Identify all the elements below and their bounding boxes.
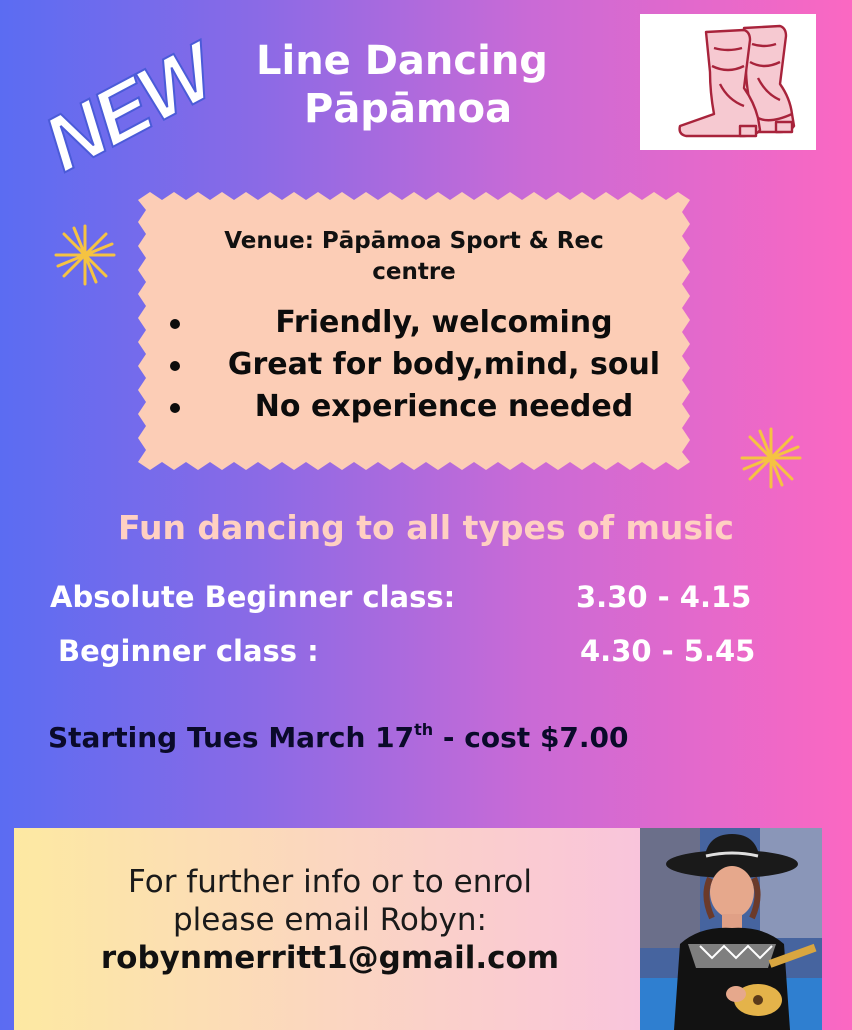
list-item-text: Friendly, welcoming [275,305,613,340]
bullet-icon [170,319,180,329]
title-line-2: Pāpāmoa [304,86,513,132]
tagline: Fun dancing to all types of music [118,508,734,547]
venue-label-line-1: Venue: Pāpāmoa Sport & Rec [224,228,604,254]
date-suffix: th [414,720,434,739]
list-item-text: Great for body,mind, soul [227,347,661,382]
class-row-absolute-beginner [50,580,810,620]
cowboy-boots-icon [640,14,816,150]
contact-line-2: please email Robyn: [172,902,487,938]
class-time: 3.30 - 4.15 [576,580,752,614]
sparkle-icon [738,425,804,491]
start-date: Starting Tues March 17 [48,721,415,754]
list-item [138,386,690,428]
venue-label-line-2: centre [372,259,456,285]
bullet-icon [170,403,180,413]
start-date-cost [48,720,629,754]
new-badge [28,27,233,188]
feature-list [138,302,690,428]
new-badge-text: NEW [30,27,228,188]
title-line-1: Line Dancing [256,38,548,84]
class-row-beginner [58,634,818,674]
cost: - cost $7.00 [433,721,629,754]
cowboy-boots-image [640,14,816,150]
list-item [138,302,690,344]
list-item [138,344,690,386]
list-item-text: No experience needed [254,389,634,424]
contact-panel [14,828,646,1030]
bullet-icon [170,361,180,371]
venue-label [138,226,690,288]
instructor-photo [640,828,822,1030]
contact-email[interactable]: robynmerritt1@gmail.com [100,940,560,976]
class-label: Beginner class : [58,634,319,668]
new-badge-graphic [28,27,233,188]
instructor-photo-graphic [640,828,822,1030]
contact-line-1: For further info or to enrol [128,864,532,900]
class-label: Absolute Beginner class: [50,580,456,614]
class-time: 4.30 - 5.45 [580,634,756,668]
venue-card [138,192,690,470]
sparkle-icon [52,222,118,288]
